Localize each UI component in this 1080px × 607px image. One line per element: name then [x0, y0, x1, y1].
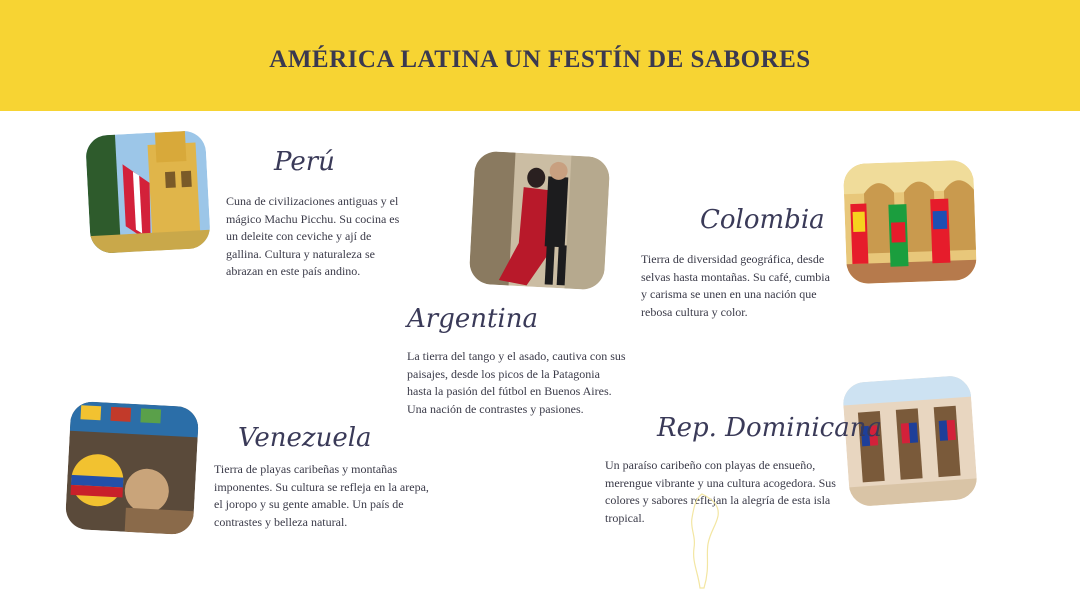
country-description-venezuela: Tierra de playas caribeñas y montañas imponentes. Su cultura se refleja en la arepa, el joropo y su gente amable. Un país de contrastes y belleza natural. [214, 462, 429, 529]
header-banner [0, 0, 1080, 111]
country-description-colombia: Tierra de diversidad geográfica, desde selvas hasta montañas. Su café, cumbia y carisma se unen en una nación que rebosa cultura y color. [641, 252, 830, 319]
country-title-dominican-republic: Rep. Dominicana [657, 413, 882, 443]
colombia-photo [843, 160, 977, 284]
country-title-venezuela: Venezuela [238, 423, 372, 453]
country-description-argentina: La tierra del tango y el asado, cautiva con sus paisajes, desde los picos de la Patagonia hasta la pasión del fútbol en Buenos Aires. Una nación de contrastes y pasiones. [407, 349, 626, 416]
country-title-argentina: Argentina [407, 304, 538, 334]
argentina-photo [469, 151, 611, 291]
country-title-peru: Perú [274, 147, 335, 177]
page-title: AMÉRICA LATINA UN FESTÍN DE SABORES [269, 46, 811, 73]
country-title-colombia: Colombia [700, 205, 825, 235]
peru-photo [85, 130, 211, 254]
country-description-peru: Cuna de civilizaciones antiguas y el mágico Machu Picchu. Su cocina es un deleite con ceviche y ají de gallina. Cultura y naturaleza se abrazan en este país andino. [226, 194, 400, 279]
venezuela-photo [65, 401, 200, 536]
south-america-outline [680, 492, 730, 592]
country-description-dominican-republic: Un paraíso caribeño con playas de ensueño, merengue vibrante y una cultura acogedora. Sus colores y sabores reflejan la alegría de esta isla tropical. [605, 458, 836, 525]
